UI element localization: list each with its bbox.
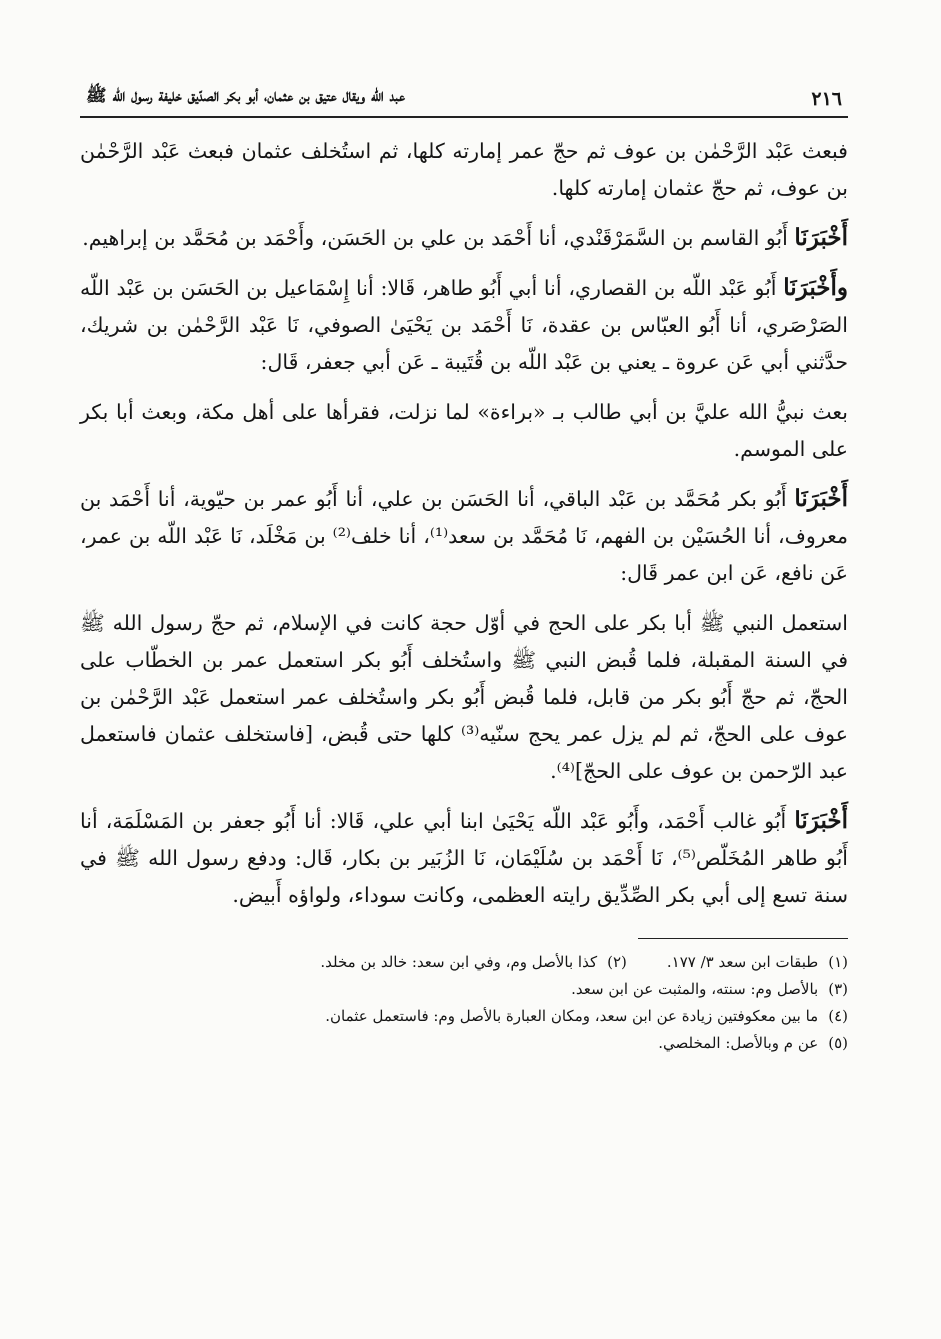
paragraph <box>80 132 848 207</box>
paragraph <box>80 269 848 381</box>
paragraph-lead: أَخْبَرَنَا <box>794 807 848 834</box>
paragraph-text: أَبُو غالب أَحْمَد، وأَبُو عَبْد اللّه يَحْيَىٰ ابنا أبي علي، قَالا: أنا أَبُو جعفر بن المَسْلَمَة، أنا أَبُو طاهر المُخَلّص⁽⁵⁾، نَا أَحْمَد بن سُلَيْمَان، نَا الزُبَير بن بكار، قَال: ودفع رسول الله ﷺ في سنة تسع إلى أبي بكر الصِّدِّيق رايته العظمى، وكانت سوداء، ولواؤه أَبيض. <box>80 809 848 907</box>
footnote <box>658 1030 848 1057</box>
paragraph-text: أَبُو القاسم بن السَّمَرْقَنْدي، أنا أَحْمَد بن علي بن الحَسَن، وأَحْمَد بن مُحَمَّد بن إبراهيم. <box>82 226 795 250</box>
paragraph-text: فبعث عَبْد الرَّحْمٰن بن عوف ثم حجّ عمر إمارته كلها، ثم استُخلف عثمان فبعث عَبْد الرَّحْمٰن بن عوف، ثم حجّ عثمان إمارته كلها. <box>80 139 848 200</box>
paragraph-text: أَبُو بكر مُحَمَّد بن عَبْد الباقي، أنا الحَسَن بن علي، أنا أَبُو عمر بن حيّوية، أنا أَحْمَد بن معروف، أنا الحُسَيْن بن الفهم، نَا مُحَمَّد بن سعد⁽¹⁾، أنا خلف⁽²⁾ بن مَخْلَد، نَا عَبْد اللّه بن عمر، عَن نافع، عَن ابن عمر قَال: <box>80 487 849 585</box>
footnote-number: (٢) <box>607 953 627 971</box>
footnote-text: عن م وبالأصل: المخلصي. <box>658 1034 819 1052</box>
paragraph <box>80 802 848 914</box>
paragraph <box>80 393 848 468</box>
footnote-text: بالأصل وم: سنته، والمثبت عن ابن سعد. <box>571 980 819 998</box>
book-page <box>80 60 848 1280</box>
paragraph-lead: أَخْبَرَنَا <box>794 485 848 512</box>
paragraph <box>80 480 848 592</box>
page-number: ٢١٦ <box>811 88 842 110</box>
main-text <box>80 132 848 914</box>
footnote-text: كذا بالأصل وم، وفي ابن سعد: خالد بن مخلد. <box>320 953 598 971</box>
footnote <box>325 1003 848 1030</box>
footnote-number: (٣) <box>828 980 848 998</box>
paragraph-text: أَبُو عَبْد اللّه بن القصاري، أنا أبي أَبُو طاهر، قَالا: أنا إِسْمَاعيل بن الحَسَن بن عَبْد اللّه الصَرْصَري، أنا أَبُو العبّاس بن عقدة، نَا أَحْمَد بن يَحْيَىٰ الصوفي، نَا عَبْد الرَّحْمٰن بن شريك، حدَّثني أبي عَن عروة ـ يعني بن عَبْد اللّه بن قُتَيبة ـ عَن أبي جعفر، قَال: <box>80 276 848 374</box>
running-header <box>80 60 848 118</box>
footnote-row <box>80 949 848 976</box>
footnote-number: (٥) <box>828 1034 848 1052</box>
footnote <box>571 976 848 1003</box>
paragraph-lead: أَخْبَرَنَا <box>794 224 848 251</box>
paragraph-text: استعمل النبي ﷺ أبا بكر على الحج في أوّل حجة كانت في الإسلام، ثم حجّ رسول الله ﷺ في السنة المقبلة، فلما قُبض النبي ﷺ واستُخلف أَبُو بكر استعمل عمر بن الخطّاب على الحجّ، ثم حجّ أَبُو بكر من قابل، فلما قُبض أَبُو بكر واستُخلف عمر استعمل عَبْد الرَّحْمٰن بن عوف على الحجّ، ثم لم يزل عمر يحج سنّيه⁽³⁾ كلها حتى قُبض، [فاستخلف عثمان فاستعمل عبد الرّحمن بن عوف على الحجّ]⁽⁴⁾. <box>80 611 848 783</box>
footnote-number: (١) <box>828 953 848 971</box>
footnote-row <box>80 1003 848 1030</box>
footnote-number: (٤) <box>828 1007 848 1025</box>
footnote-text: طبقات ابن سعد ٣/ ١٧٧. <box>666 953 819 971</box>
footnote <box>320 949 627 976</box>
paragraph-lead: وأَخْبَرَنَا <box>783 274 848 301</box>
footnote-text: ما بين معكوفتين زيادة عن ابن سعد، ومكان العبارة بالأصل وم: فاستعمل عثمان. <box>325 1007 819 1025</box>
footnote-row <box>80 1030 848 1057</box>
footnote-divider <box>638 938 848 939</box>
header-title: عبد الله ويقال عتيق بن عثمان، أبو بكر الصدّيق خليفة رسول الله ﷺ <box>86 86 405 106</box>
paragraph <box>80 604 848 790</box>
footnote-row <box>80 976 848 1003</box>
footnotes <box>80 949 848 1057</box>
paragraph <box>80 219 848 257</box>
paragraph-text: بعث نبيُّ الله عليَّ بن أبي طالب بـ «براءة» لما نزلت، فقرأها على أهل مكة، وبعث أبا بكر على الموسم. <box>80 400 848 461</box>
footnote <box>667 949 848 976</box>
